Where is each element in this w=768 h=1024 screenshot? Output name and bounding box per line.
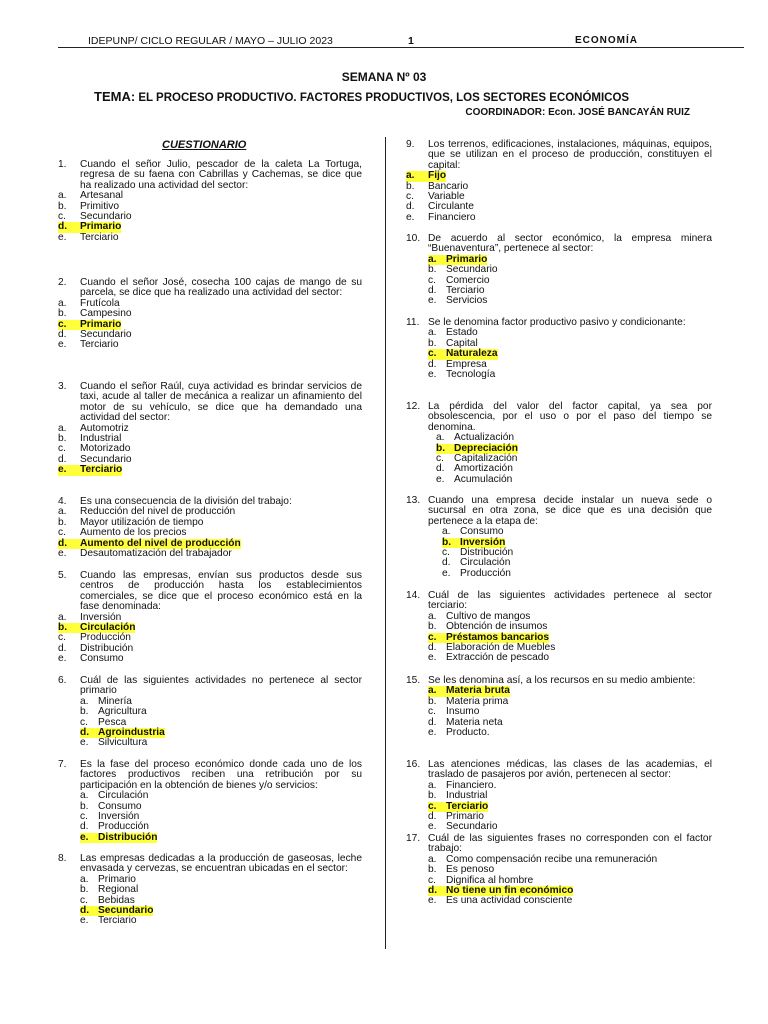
question-3 [58, 382, 362, 476]
question-12 [406, 402, 712, 485]
question-2 [58, 278, 362, 351]
header-rule [58, 47, 744, 48]
option-letter: a. [58, 611, 67, 623]
option-letter: e. [58, 548, 67, 560]
correct-option [80, 833, 362, 843]
option-text: Primario [98, 873, 136, 885]
question-text [58, 160, 362, 191]
option-text: Materia prima [446, 695, 509, 707]
option-text: Artesanal [80, 190, 124, 202]
question-8 [58, 854, 362, 927]
option-text: Obtención de insumos [446, 621, 548, 633]
option [80, 916, 362, 926]
option-letter: a. [80, 695, 89, 707]
option [428, 896, 712, 906]
question-body: Cuando el señor Raúl, cuya actividad es brindar servicios de taxi, acude al taller de mecánica a realizar un afinamiento del motor de su vehículo, se dice que ha demandado una actividad del sector: [80, 381, 362, 424]
option-letter: c. [428, 800, 437, 812]
option-letter: b. [80, 800, 89, 812]
option-letter: e. [428, 895, 437, 907]
option-letter: b. [58, 200, 67, 212]
option-letter: b. [428, 621, 437, 633]
option-text: Campesino [80, 308, 132, 320]
option-text: Distribución [460, 547, 514, 559]
option-text: Automotriz [80, 422, 129, 434]
correct-option [58, 465, 362, 475]
option-text: Terciario [80, 231, 119, 243]
question-14 [406, 591, 712, 664]
option-text: Minería [98, 695, 132, 707]
option-text: Secundario [446, 821, 498, 833]
question-text [406, 834, 712, 855]
option-letter: a. [428, 685, 437, 697]
option-text: Capital [446, 337, 478, 349]
question-body: Cuál de las siguientes actividades no pertenece al sector primario [80, 675, 362, 697]
question-text [406, 760, 712, 781]
option-text: Industrial [80, 433, 122, 445]
option-text: Empresa [446, 358, 487, 370]
option-letter: c. [58, 632, 66, 644]
option-text: Bebidas [98, 894, 135, 906]
option-text: Terciario [446, 285, 485, 297]
question-body: De acuerdo al sector económico, la empresa minera “Buenaventura”, pertenece al sector: [428, 233, 712, 255]
question-17 [406, 834, 712, 907]
question-7 [58, 760, 362, 843]
option-letter: e. [442, 567, 451, 579]
question-16 [406, 760, 712, 833]
option-letter: c. [80, 811, 88, 823]
option [428, 370, 712, 380]
option-text: No tiene un fin económico [446, 885, 574, 897]
page-number: 1 [408, 35, 414, 47]
option [58, 233, 362, 243]
option-text: Frutícola [80, 297, 120, 309]
option [406, 213, 712, 223]
option-text: Producción [80, 632, 131, 644]
option-letter: d. [80, 821, 89, 833]
option-letter: a. [406, 170, 415, 182]
option-letter: c. [58, 211, 66, 223]
question-15 [406, 676, 712, 738]
question-text [406, 496, 712, 527]
option-letter: e. [80, 737, 89, 749]
option-text: Silvicultura [98, 737, 148, 749]
option-text: Producto. [446, 727, 490, 739]
option-text: Primitivo [80, 200, 120, 212]
option-letter: a. [436, 432, 445, 444]
option-text: Es penoso [446, 864, 495, 876]
question-text [58, 676, 362, 697]
question-body: Cuando el señor Julio, pescador de la caleta La Tortuga, regresa de su faena con Cabrillas y Cachemas, se dice que ha realizado una actividad del sector: [80, 159, 362, 191]
header-subject: ECONOMÍA [575, 35, 638, 46]
option-text: Préstamos bancarios [446, 631, 550, 643]
question-body: Cuando las empresas, envían sus productos desde sus centros de producción hasta los establecimientos comerciales, se dice que el proceso económico está en la fase denominada: [80, 570, 362, 613]
option-text: Industrial [446, 790, 488, 802]
option-letter: d. [442, 557, 451, 569]
option-letter: a. [428, 253, 437, 265]
option-text: Comercio [446, 274, 490, 286]
question-number: 5. [58, 570, 67, 581]
option-letter: a. [58, 190, 67, 202]
option-letter: c. [428, 274, 436, 286]
option-letter: e. [80, 915, 89, 927]
option-text: Inversión [80, 611, 122, 623]
option-text: Naturaleza [446, 348, 498, 360]
question-text [58, 278, 362, 299]
question-number: 16. [406, 759, 421, 770]
option-letter: e. [428, 821, 437, 833]
question-number: 8. [58, 853, 67, 864]
question-body: Cuando una empresa decide instalar un nueva sede o sucursal en otra zona, se dice que es una decisión que pertenece a la etapa de: [428, 495, 712, 527]
question-body: Cuando el señor José, cosecha 100 cajas de mango de su parcela, se dice que ha realizado una actividad del sector: [80, 277, 362, 299]
option-text: Secundario [98, 905, 154, 917]
question-number: 6. [58, 675, 67, 686]
option-letter: e. [58, 231, 67, 243]
question-13 [406, 496, 712, 579]
option-letter: d. [58, 221, 68, 233]
question-text [58, 571, 362, 613]
option-letter: b. [428, 337, 437, 349]
week-title: SEMANA Nº 03 [341, 70, 427, 84]
option-letter: e. [80, 831, 89, 843]
topic-title [94, 89, 629, 104]
option-letter: d. [406, 201, 415, 213]
option-text: Motorizado [80, 443, 131, 455]
question-4 [58, 497, 362, 559]
option-text: Depreciación [454, 442, 518, 454]
question-number: 2. [58, 277, 67, 288]
column-divider [385, 137, 386, 949]
option-text: Financiero [428, 211, 476, 223]
option-letter: a. [428, 779, 437, 791]
option-text: Como compensación recibe una remuneración [446, 853, 658, 865]
option-letter: a. [80, 873, 89, 885]
option-letter: d. [428, 885, 438, 897]
option-letter: d. [436, 463, 445, 475]
option-letter: e. [58, 653, 67, 665]
answer-highlight [80, 833, 157, 843]
option-text: Dignifica al hombre [446, 874, 534, 886]
question-body: Es una consecuencia de la división del trabajo: [80, 496, 292, 507]
option-text: Terciario [446, 800, 489, 812]
option-letter: c. [428, 706, 436, 718]
question-5 [58, 571, 362, 665]
option-text: Secundario [80, 329, 132, 341]
option-letter: b. [80, 706, 89, 718]
option-text: Mayor utilización de tiempo [80, 516, 204, 528]
question-body: La pérdida del valor del factor capital, ya sea por obsolescencia, por el uso o por el paso del tiempo se denomina. [428, 401, 712, 433]
option-letter: d. [58, 329, 67, 341]
option-text: Servicios [446, 295, 488, 307]
option [436, 475, 712, 485]
question-text [406, 591, 712, 612]
question-number: 17. [406, 833, 421, 844]
option-text: Distribución [98, 831, 158, 843]
option-text: Inversión [460, 536, 506, 548]
option-text: Circulación [80, 622, 136, 634]
option-letter: c. [428, 631, 437, 643]
coordinator: COORDINADOR: Econ. JOSÉ BANCAYÁN RUIZ [465, 107, 690, 118]
option-text: Desautomatización del trabajador [80, 548, 232, 560]
option-text: Consumo [80, 653, 124, 665]
option [428, 296, 712, 306]
option-text: Primario [446, 253, 488, 265]
question-body: Cuál de las siguientes frases no corresponden con el factor trabajo: [428, 833, 712, 855]
option-letter: b. [428, 790, 437, 802]
question-number: 9. [406, 139, 415, 150]
option-letter: e. [428, 369, 437, 381]
option-letter: b. [428, 264, 437, 276]
option-letter: e. [406, 211, 415, 223]
option-letter: d. [428, 285, 437, 297]
option [428, 822, 712, 832]
option-letter: c. [58, 443, 66, 455]
question-text [406, 402, 712, 433]
option-text: Regional [98, 884, 139, 896]
option-letter: b. [58, 516, 67, 528]
option-text: Actualización [454, 432, 515, 444]
option-letter: d. [428, 811, 437, 823]
question-number: 4. [58, 496, 67, 507]
option-text: Amortización [454, 463, 513, 475]
option-letter: b. [428, 864, 437, 876]
option-text: Producción [460, 567, 511, 579]
option-text: Elaboración de Muebles [446, 642, 556, 654]
question-number: 12. [406, 401, 421, 412]
option-letter: d. [80, 727, 90, 739]
option-letter: b. [58, 622, 68, 634]
question-number: 1. [58, 159, 67, 170]
option-text: Variable [428, 191, 465, 203]
option-letter: d. [58, 537, 68, 549]
option [58, 654, 362, 664]
option [58, 340, 362, 350]
option-letter: b. [442, 536, 452, 548]
option-letter: c. [436, 453, 444, 465]
question-text [58, 854, 362, 875]
header-institution: IDEPUNP/ CICLO REGULAR / MAYO – JULIO 2023 [88, 35, 333, 47]
question-body: Se les denomina así, a los recursos en su medio ambiente: [428, 675, 696, 686]
question-10 [406, 234, 712, 307]
option-text: Aumento del nivel de producción [80, 537, 241, 549]
option-letter: d. [428, 358, 437, 370]
question-number: 3. [58, 381, 67, 392]
option-letter: a. [58, 422, 67, 434]
option-text: Agroindustria [98, 727, 165, 739]
option-text: Bancario [428, 180, 469, 192]
option-text: Secundario [80, 453, 132, 465]
question-number: 10. [406, 233, 421, 244]
answer-highlight [58, 465, 122, 475]
question-body: Las atenciones médicas, las clases de las academias, el traslado de pasajeros por avión, pertenecen al sector: [428, 759, 712, 781]
option-letter: a. [428, 853, 437, 865]
option-letter: d. [428, 642, 437, 654]
option-letter: c. [80, 716, 88, 728]
option-letter: b. [406, 180, 415, 192]
option-text: Consumo [460, 526, 504, 538]
option-text: Capitalización [454, 453, 518, 465]
option [58, 549, 362, 559]
option-text: Reducción del nivel de producción [80, 506, 236, 518]
option-letter: c. [428, 874, 436, 886]
option-text: Primario [80, 318, 122, 330]
option-letter: d. [58, 453, 67, 465]
option-letter: c. [80, 894, 88, 906]
option-text: Secundario [80, 211, 132, 223]
option-text: Materia neta [446, 716, 503, 728]
option-text: Consumo [98, 800, 142, 812]
question-text [58, 760, 362, 791]
option-text: Circulación [98, 790, 149, 802]
option-letter: b. [58, 433, 67, 445]
option-letter: d. [428, 716, 437, 728]
option-letter: b. [428, 695, 437, 707]
option-letter: c. [442, 547, 450, 559]
option-text: Circulante [428, 201, 474, 213]
option-letter: a. [58, 297, 67, 309]
option-letter: e. [428, 652, 437, 664]
option-text: Materia bruta [446, 685, 510, 697]
option-text: Es una actividad consciente [446, 895, 573, 907]
option [428, 728, 712, 738]
option-letter: c. [58, 318, 67, 330]
topic-label: TEMA: [94, 89, 136, 104]
option-text: Extracción de pescado [446, 652, 550, 664]
option-letter: b. [80, 884, 89, 896]
option-letter: e. [58, 464, 67, 476]
option-letter: b. [436, 442, 446, 454]
question-text [58, 382, 362, 424]
option-letter: a. [442, 526, 451, 538]
option-text: Circulación [460, 557, 511, 569]
option-text: Inversión [98, 811, 140, 823]
option-text: Fijo [428, 170, 447, 182]
option-letter: c. [58, 527, 66, 539]
option-letter: e. [428, 727, 437, 739]
option-letter: d. [80, 905, 90, 917]
option-letter: b. [58, 308, 67, 320]
option-text: Primario [80, 221, 122, 233]
question-number: 14. [406, 590, 421, 601]
option-text: Secundario [446, 264, 498, 276]
option-text: Terciario [80, 339, 119, 351]
option-letter: e. [428, 295, 437, 307]
option-letter: a. [428, 327, 437, 339]
option-letter: e. [436, 473, 445, 485]
question-body: Los terrenos, edificaciones, instalaciones, máquinas, equipos, que se utilizan en el proceso de producción, constituyen el capital: [428, 139, 712, 171]
question-11 [406, 318, 712, 380]
option [442, 569, 712, 579]
question-body: Es la fase del proceso económico donde cada uno de los factores productivos reciben una retribución por su participación en la obtención de bienes y/o servicios: [80, 759, 362, 791]
option-text: Agricultura [98, 706, 147, 718]
option-letter: e. [58, 339, 67, 351]
option-text: Terciario [80, 464, 123, 476]
option-text: Estado [446, 327, 478, 339]
option-text: Financiero. [446, 779, 497, 791]
option [80, 738, 362, 748]
question-text [406, 234, 712, 255]
question-1 [58, 160, 362, 243]
option-text: Producción [98, 821, 149, 833]
option-text: Distribución [80, 642, 134, 654]
question-number: 11. [406, 317, 420, 328]
question-number: 15. [406, 675, 421, 686]
questionnaire-heading: CUESTIONARIO [162, 139, 247, 151]
question-text [406, 140, 712, 171]
question-number: 7. [58, 759, 67, 770]
question-body: Las empresas dedicadas a la producción de gaseosas, leche envasada y cervezas, se encuentran ubicadas en el sector: [80, 853, 362, 875]
question-body: Se le denomina factor productivo pasivo y condicionante: [428, 317, 686, 328]
option-text: Primario [446, 811, 484, 823]
question-6 [58, 676, 362, 749]
option-letter: a. [58, 506, 67, 518]
question-number: 13. [406, 495, 421, 506]
option-letter: c. [406, 191, 414, 203]
option-letter: d. [58, 642, 67, 654]
topic-text: EL PROCESO PRODUCTIVO. FACTORES PRODUCTIVOS, LOS SECTORES ECONÓMICOS [135, 92, 630, 104]
option-letter: c. [428, 348, 437, 360]
option-letter: a. [428, 610, 437, 622]
option [428, 653, 712, 663]
option-text: Pesca [98, 716, 127, 728]
option-text: Cultivo de mangos [446, 610, 531, 622]
question-9 [406, 140, 712, 223]
option-text: Insumo [446, 706, 480, 718]
option-text: Terciario [98, 915, 137, 927]
question-body: Cuál de las siguientes actividades pertenece al sector terciario: [428, 590, 712, 612]
option-text: Acumulación [454, 473, 513, 485]
option-text: Tecnología [446, 369, 496, 381]
option-text: Aumento de los precios [80, 527, 187, 539]
option-letter: a. [80, 790, 89, 802]
